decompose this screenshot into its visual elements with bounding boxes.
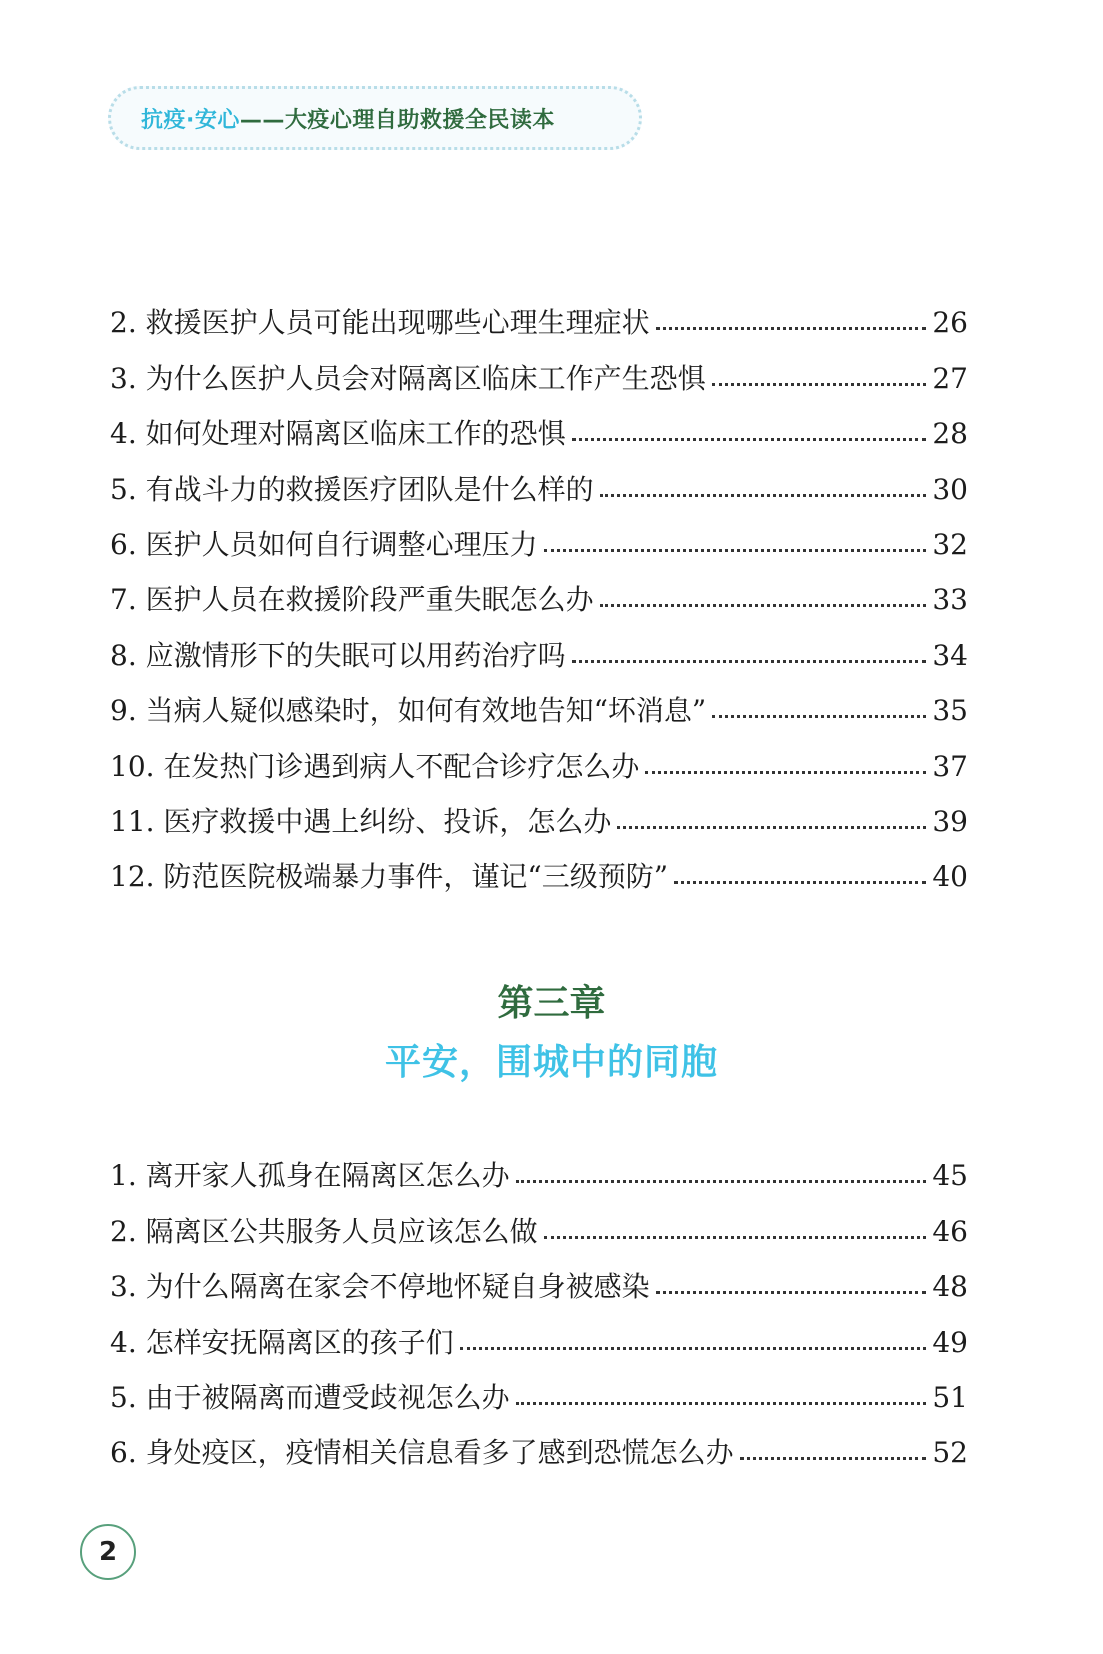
toc-entry-page: 33 [932, 583, 968, 617]
toc-entry[interactable] [110, 1414, 968, 1469]
toc-entry-page: 39 [932, 804, 968, 838]
toc-entry-title: 7. 医护人员在救援阶段严重失眠怎么办 [110, 583, 594, 617]
header-title-part2: ——大疫心理自助救援全民读本 [239, 107, 555, 133]
toc-entry-page: 30 [932, 472, 968, 506]
toc-entry[interactable] [110, 395, 968, 450]
toc-leader-dots [656, 327, 926, 330]
toc-entry-title: 12. 防范医院极端暴力事件，谨记“三级预防” [110, 860, 669, 894]
toc-entry-title: 5. 有战斗力的救援医疗团队是什么样的 [110, 472, 594, 506]
toc-entry-page: 34 [932, 638, 968, 672]
toc-entry[interactable] [110, 616, 968, 671]
toc-leader-dots [712, 715, 926, 718]
toc-entry-page: 35 [932, 694, 968, 728]
toc-leader-dots [712, 383, 926, 386]
toc-entry-page: 28 [932, 417, 968, 451]
toc-entry[interactable] [110, 506, 968, 561]
toc-entry[interactable] [110, 1248, 968, 1303]
toc-entry-title: 6. 医护人员如何自行调整心理压力 [110, 527, 538, 561]
toc-entry[interactable] [110, 284, 968, 339]
toc-entry[interactable] [110, 1359, 968, 1414]
toc-entry-title: 3. 为什么医护人员会对隔离区临床工作产生恐惧 [110, 361, 706, 395]
toc-entry-title: 11. 医疗救援中遇上纠纷、投诉，怎么办 [110, 804, 612, 838]
toc-leader-dots [600, 604, 926, 607]
toc-entry-page: 48 [932, 1270, 968, 1304]
toc-entry[interactable] [110, 838, 968, 893]
toc-entry-title: 2. 隔离区公共服务人员应该怎么做 [110, 1214, 538, 1248]
toc-entry-page: 51 [932, 1380, 968, 1414]
header-title-part1: 抗疫·安心 [141, 107, 240, 133]
toc-entry-page: 52 [932, 1436, 968, 1470]
toc-leader-dots [740, 1457, 926, 1460]
toc-entry-page: 26 [932, 306, 968, 340]
toc-entry-title: 2. 救援医护人员可能出现哪些心理生理症状 [110, 306, 650, 340]
page-number: 2 [98, 1537, 118, 1567]
toc-entry-title: 10. 在发热门诊遇到病人不配合诊疗怎么办 [110, 749, 640, 783]
toc-leader-dots [516, 1180, 926, 1183]
toc-entry[interactable] [110, 672, 968, 727]
toc-entry-title: 4. 如何处理对隔离区临床工作的恐惧 [110, 417, 566, 451]
toc-entry[interactable] [110, 1137, 968, 1192]
toc-leader-dots [516, 1402, 926, 1405]
toc-leader-dots [656, 1291, 926, 1294]
toc-entry-title: 4. 怎样安抚隔离区的孩子们 [110, 1325, 454, 1359]
toc-leader-dots [544, 1236, 926, 1239]
toc-entry[interactable] [110, 1192, 968, 1247]
toc-entry[interactable] [110, 339, 968, 394]
toc-entry-title: 3. 为什么隔离在家会不停地怀疑自身被感染 [110, 1270, 650, 1304]
toc-entry-title: 8. 应激情形下的失眠可以用药治疗吗 [110, 638, 566, 672]
toc-entry[interactable] [110, 450, 968, 505]
toc-list-chapter-3 [110, 1137, 968, 1469]
toc-entry-page: 32 [932, 527, 968, 561]
toc-leader-dots [572, 660, 926, 663]
running-header [108, 86, 642, 150]
toc-entry-title: 9. 当病人疑似感染时，如何有效地告知“坏消息” [110, 694, 707, 728]
toc-entry[interactable] [110, 783, 968, 838]
toc-entry-title: 1. 离开家人孤身在隔离区怎么办 [110, 1159, 510, 1193]
toc-leader-dots [572, 438, 926, 441]
toc-leader-dots [600, 494, 926, 497]
toc-entry-page: 27 [932, 361, 968, 395]
toc-entry-page: 40 [932, 860, 968, 894]
page-number-badge [80, 1524, 136, 1580]
toc-entry-page: 46 [932, 1214, 968, 1248]
toc-entry[interactable] [110, 1303, 968, 1358]
toc-leader-dots [460, 1347, 926, 1350]
chapter-number: 第三章 [497, 983, 606, 1024]
toc-entry-page: 49 [932, 1325, 968, 1359]
toc-list-chapter-2 [110, 284, 968, 893]
toc-entry[interactable] [110, 561, 968, 616]
toc-leader-dots [617, 826, 926, 829]
toc-entry-title: 6. 身处疫区，疫情相关信息看多了感到恐慌怎么办 [110, 1436, 734, 1470]
toc-entry[interactable] [110, 727, 968, 782]
toc-entry-page: 37 [932, 749, 968, 783]
chapter-title: 平安，围城中的同胞 [384, 1042, 718, 1083]
toc-leader-dots [544, 549, 926, 552]
toc-leader-dots [645, 771, 926, 774]
toc-entry-page: 45 [932, 1159, 968, 1193]
toc-entry-title: 5. 由于被隔离而遭受歧视怎么办 [110, 1380, 510, 1414]
toc-leader-dots [674, 881, 926, 884]
